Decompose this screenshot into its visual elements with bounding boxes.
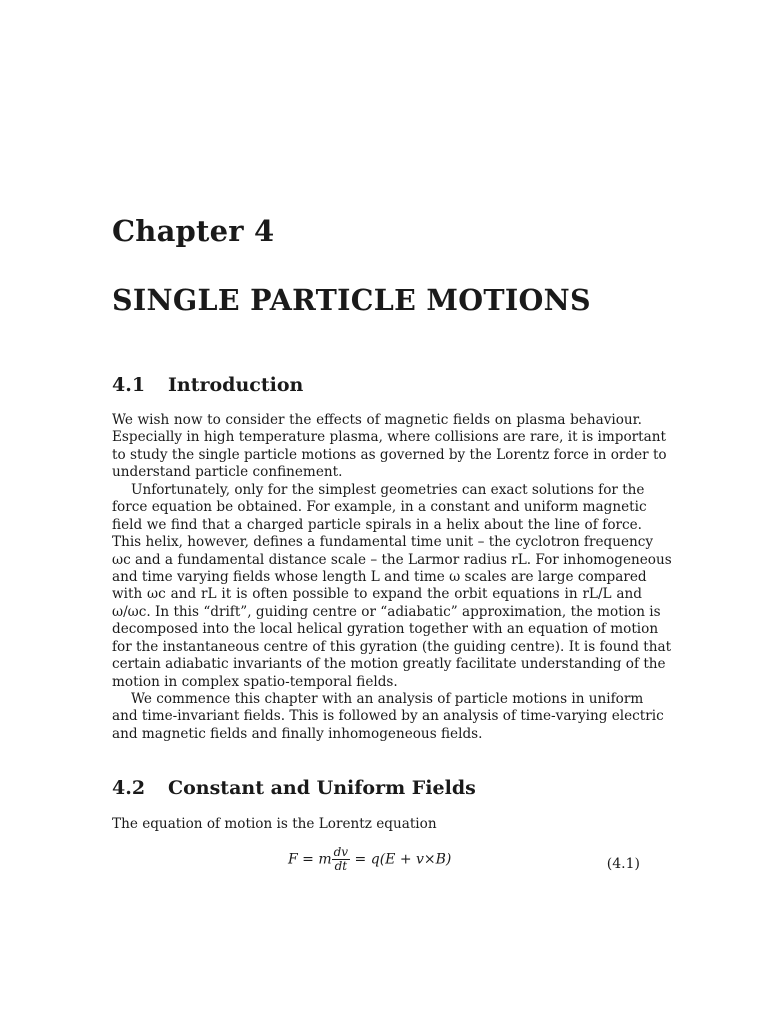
text-line: We wish now to consider the effects of magnetic fields on plasma behaviour. (112, 412, 642, 428)
text-line: certain adiabatic invariants of the motion greatly facilitate understanding of the (112, 656, 666, 673)
text-line: ω/ωc. In this “drift”, guiding centre or “adiabatic” approximation, the motion is (112, 603, 661, 620)
text-line: and magnetic fields and finally inhomogeneous fields. (112, 725, 483, 742)
section-heading-introduction (112, 374, 303, 396)
text-line: understand particle confinement. (112, 464, 343, 481)
text-line: motion in complex spatio-temporal fields. (112, 673, 398, 690)
text-line: This helix, however, defines a fundamental time unit – the cyclotron frequency (112, 534, 654, 551)
text-line: and time varying fields whose length L and time ω scales are large compared (112, 568, 647, 585)
text-line: with ωc and rL it is often possible to expand the orbit equations in rL/L and (112, 586, 642, 603)
equation-rhs: = q(E + v×B) (354, 851, 452, 868)
equation-fraction (332, 846, 350, 873)
equation-number: (4.1) (606, 856, 640, 872)
text-line: decomposed into the local helical gyration together with an equation of motion (112, 621, 659, 638)
introduction-paragraphs (112, 412, 672, 743)
text-line: and time-invariant fields. This is followed by an analysis of time-varying electric (112, 708, 664, 725)
section-title: Introduction (168, 374, 304, 396)
equation-lhs: F = m (288, 851, 332, 868)
fraction-numerator: dv (333, 845, 349, 859)
text-line: for the instantaneous centre of this gyration (the guiding centre). It is found that (112, 638, 672, 655)
text-line: We commence this chapter with an analysis of particle motions in uniform (131, 691, 644, 707)
equation-4-1 (112, 846, 642, 886)
chapter-label: Chapter 4 (112, 214, 275, 248)
section-heading-constant-uniform-fields (112, 777, 476, 799)
equation-body (288, 846, 528, 886)
section-number: 4.2 (112, 777, 146, 799)
text-line: Especially in high temperature plasma, where collisions are rare, it is important (112, 429, 666, 446)
text-line: ωc and a fundamental distance scale – the Larmor radius rL. For inhomogeneous (112, 551, 672, 568)
fraction-denominator: dt (334, 859, 348, 873)
text-line: to study the single particle motions as governed by the Lorentz force in order to (112, 446, 667, 463)
chapter-title: SINGLE PARTICLE MOTIONS (112, 283, 591, 317)
text-line: The equation of motion is the Lorentz equation (112, 816, 437, 832)
section-number: 4.1 (112, 374, 146, 396)
section-title: Constant and Uniform Fields (168, 777, 476, 799)
text-line: field we find that a charged particle spirals in a helix about the line of force. (112, 516, 642, 533)
text-line: Unfortunately, only for the simplest geometries can exact solutions for the (131, 481, 645, 498)
section-paragraph (112, 816, 642, 833)
text-line: force equation be obtained. For example, in a constant and uniform magnetic (112, 499, 647, 516)
